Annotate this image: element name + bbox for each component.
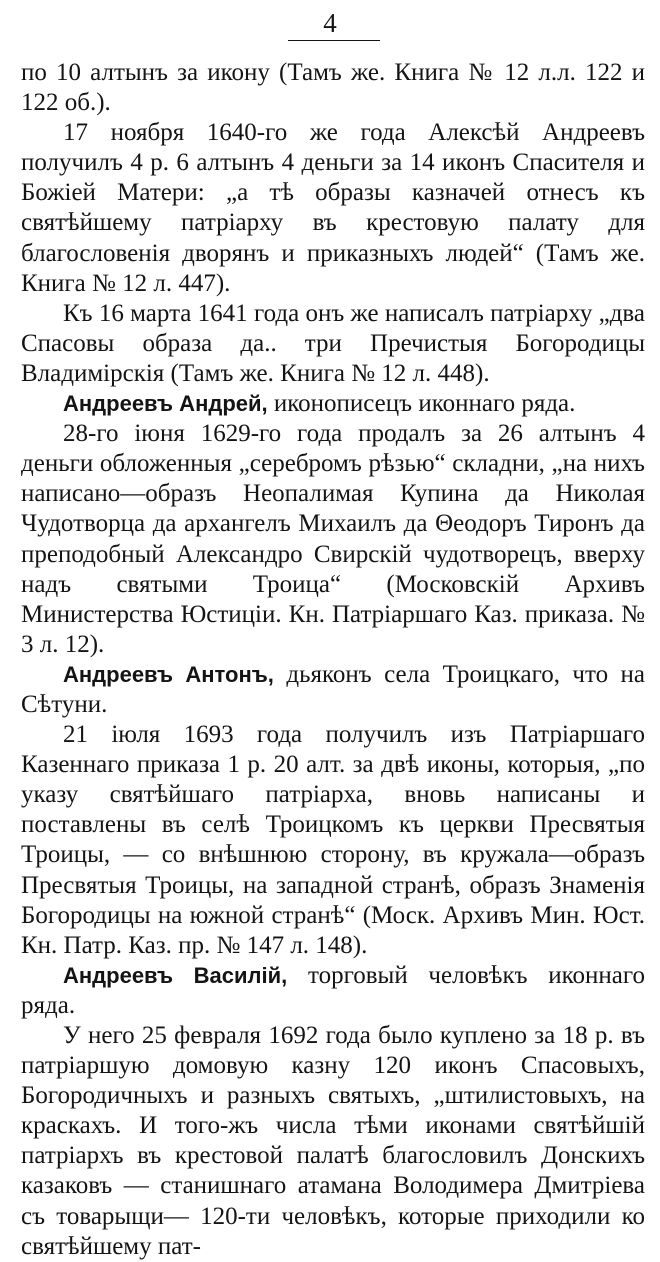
entry-name: Андреевъ Василiй, [63, 962, 288, 988]
entry-description: дьяконъ села Троицкаго, что на Сѣтуни. [21, 660, 645, 718]
entry-heading [21, 389, 645, 419]
entry-name: Андреевъ Антонъ, [63, 661, 274, 687]
entry-name: Андреевъ Андрей, [63, 391, 268, 417]
entry-description: иконописецъ иконнаго ряда. [267, 390, 576, 418]
entry-heading [21, 660, 645, 720]
paragraph: по 10 алтынъ за икону (Тамъ же. Книга № 12 л.л. 122 и 122 об.). [21, 59, 645, 117]
page-number: 4 [323, 8, 337, 38]
header-rule [288, 40, 380, 41]
entry-heading [21, 961, 645, 1021]
paragraph: 28-го iюня 1629-го года продалъ за 26 алтынъ 4 деньги обложенныя „серебромъ рѣзью“ складни, „на нихъ написано—образъ Неопалимая Купина да Николая Чудотворца да архангелъ Михаилъ да Θеодоръ Тиронъ да преподобный Александро Свирскiй чудотворецъ, вверху надъ святыми Троица“ (Московскiй Архивъ Министерства Юстицiи. Кн. Патрiаршаго Каз. приказа. № 3 л. 12). [21, 420, 645, 658]
entry-description: торговый человѣкъ иконнаго ряда. [21, 961, 645, 1019]
paragraph: 21 iюля 1693 года получилъ изъ Патрiаршаго Казеннаго приказа 1 р. 20 алт. за двѣ иконы, которыя, „по указу святѣйшаго патрiарха, вновь написаны и поставлены въ селѣ Троицкомъ къ церкви Пресвятыя Троицы, — со внѣшнюю сторону, въ кружала—образъ Пресвятыя Троицы, на западной странѣ, образъ Знаменiя Богородицы на южной странѣ“ (Моск. Архивъ Мин. Юст. Кн. Патр. Каз. пр. № 147 л. 148). [21, 721, 645, 959]
body-text [21, 58, 645, 1262]
paragraph: 17 ноября 1640-го же года Алексѣй Андреевъ получилъ 4 р. 6 алтынъ 4 деньги за 14 иконъ Спасителя и Божiей Матери: „а тѣ образы казначей отнесъ къ святѣйшему патрiарху въ крестовую палату для благословенiя дворянъ и приказныхъ людей“ (Тамъ же. Книга № 12 л. 447). [21, 119, 645, 297]
paragraph: Къ 16 марта 1641 года онъ же написалъ патрiарху „два Спасовы образа да.. три Пречистыя Богородицы Владимiрскiя (Тамъ же. Книга № 12 л. 448). [21, 299, 645, 387]
paragraph: У него 25 февраля 1692 года было куплено за 18 р. въ патрiаршую домовую казну 120 иконъ Спасовыхъ, Богородичныхъ и разныхъ святыхъ, „штилистовыхъ, на краскахъ. И того-жъ числа тѣми иконами святѣйшiй патрiархъ въ крестовой палатѣ благословилъ Донскихъ казаковъ — станишнаго атамана Володимера Дмитрiева съ товарыщи— 120-ти человѣкъ, которые приходили ко святѣйшему пат- [21, 1022, 645, 1260]
